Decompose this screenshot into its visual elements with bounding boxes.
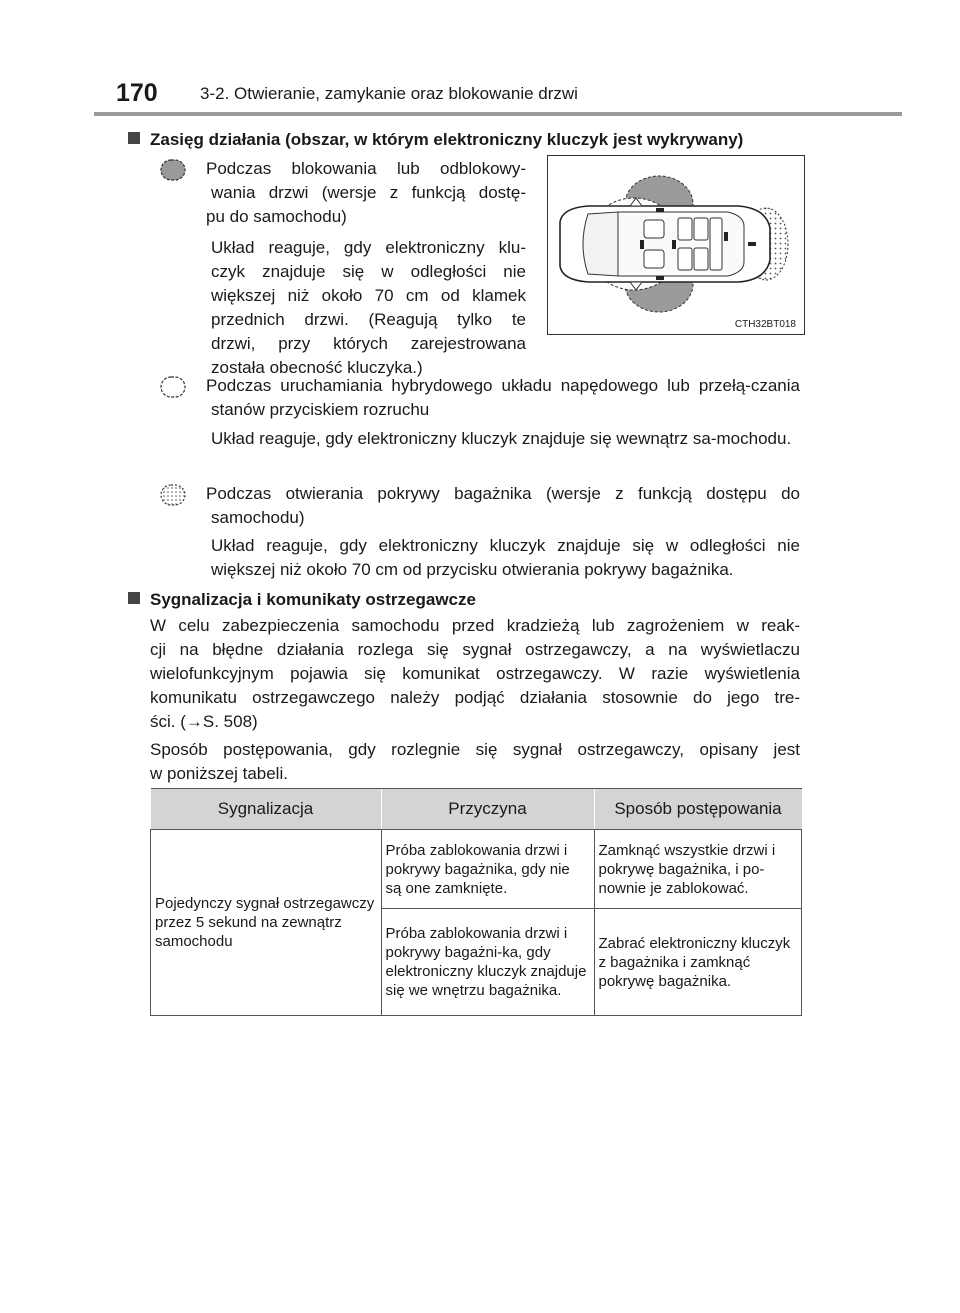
table-header-cell: Sygnalizacja <box>151 789 382 830</box>
item1-body <box>211 236 526 380</box>
figure-code: CTH32BT018 <box>734 319 796 330</box>
zone-dense-icon <box>158 157 188 183</box>
header-rule <box>94 112 902 116</box>
zone-outline-icon <box>158 374 188 400</box>
signal-para-1-line: komunikatu ostrzegawczego należy podjąć działania stosownie do jego tre- <box>150 688 800 707</box>
item1-body-line: Układ reaguje, gdy elektroniczny klu- <box>211 238 526 257</box>
signal-para-1-line: W celu zabezpieczenia samochodu przed kradzieżą lub zagrożeniem w reak- <box>150 616 800 635</box>
range-heading <box>128 128 743 152</box>
table-row <box>151 830 802 909</box>
item3-title: Podczas otwierania pokrywy bagażnika (wersje z funkcją dostępu do samochodu) <box>206 484 800 527</box>
item2-title: Podczas uruchamiania hybrydowego układu napędowego lub przełą-czania stanów przyciskiem rozruchu <box>206 376 800 419</box>
range-heading-text: Zasięg działania (obszar, w którym elektroniczny kluczyk jest wykrywany) <box>150 130 744 149</box>
page-number: 170 <box>116 79 158 107</box>
square-bullet-icon <box>128 592 140 604</box>
signal-para-2 <box>150 738 800 786</box>
item3-body: Układ reaguje, gdy elektroniczny kluczyk znajduje się w odległości nie większej niż około 70 cm od przycisku otwierania pokrywy bagażnika. <box>211 536 800 579</box>
signal-para-1-line: ści. (→S. 508) <box>150 712 258 731</box>
item1-body-line: przednich drzwi. (Reagują tylko te <box>211 310 526 329</box>
table-header-cell: Sposób postępowania <box>594 789 802 830</box>
signal-para-1-line: wielofunkcyjnym pojawia się komunikat ostrzegawczy. W razie wyświetlenia <box>150 664 800 683</box>
item1-title <box>206 157 526 229</box>
signal-heading <box>128 588 476 612</box>
item1-body-line: czyk znajduje się w odległości nie <box>211 262 526 281</box>
item1-title-line: wania drzwi (wersje z funkcją dostę- <box>211 183 526 202</box>
signal-para-2-line: w poniższej tabeli. <box>150 764 288 783</box>
zone-dotted-icon <box>158 482 188 508</box>
warning-table <box>150 788 802 1016</box>
item1-title-line: pu do samochodu) <box>206 207 347 226</box>
section-title: 3-2. Otwieranie, zamykanie oraz blokowanie drzwi <box>200 84 578 103</box>
table-cell-signal: Pojedynczy sygnał ostrzegawczy przez 5 sekund na zewnątrz samochodu <box>151 830 382 1016</box>
table-header-cell: Przyczyna <box>381 789 594 830</box>
table-cell-action: Zabrać elektroniczny kluczyk z bagażnika i zamknąć pokrywę bagażnika. <box>594 909 802 1016</box>
table-header-row <box>151 789 802 830</box>
table-cell-action: Zamknąć wszystkie drzwi i pokrywę bagażnika, i po-nownie je zablokować. <box>594 830 802 909</box>
table-cell-cause: Próba zablokowania drzwi i pokrywy bagażnika, gdy nie są one zamknięte. <box>381 830 594 909</box>
signal-heading-text: Sygnalizacja i komunikaty ostrzegawcze <box>150 590 476 609</box>
car-detection-figure <box>547 155 805 335</box>
item1-body-line: drzwi, przy których zarejestrowana <box>211 334 526 353</box>
item1-body-line: została obecność kluczyka.) <box>211 358 423 377</box>
signal-para-1-line: cji na błędne działania rozlega się sygnał ostrzegawczy, a na wyświetlaczu <box>150 640 800 659</box>
car-top-view-illustration <box>548 156 803 332</box>
signal-para-1 <box>150 614 800 734</box>
item1-title-line: Podczas blokowania lub odblokowy- <box>206 159 526 178</box>
item1-body-line: większej niż około 70 cm od klamek <box>211 286 526 305</box>
signal-para-2-line: Sposób postępowania, gdy rozlegnie się sygnał ostrzegawczy, opisany jest <box>150 740 800 759</box>
item2-body: Układ reaguje, gdy elektroniczny kluczyk znajduje się wewnątrz sa-mochodu. <box>211 429 792 448</box>
table-cell-cause: Próba zablokowania drzwi i pokrywy bagażni-ka, gdy elektroniczny kluczyk znajduje się we wnętrzu bagażnika. <box>381 909 594 1016</box>
square-bullet-icon <box>128 132 140 144</box>
